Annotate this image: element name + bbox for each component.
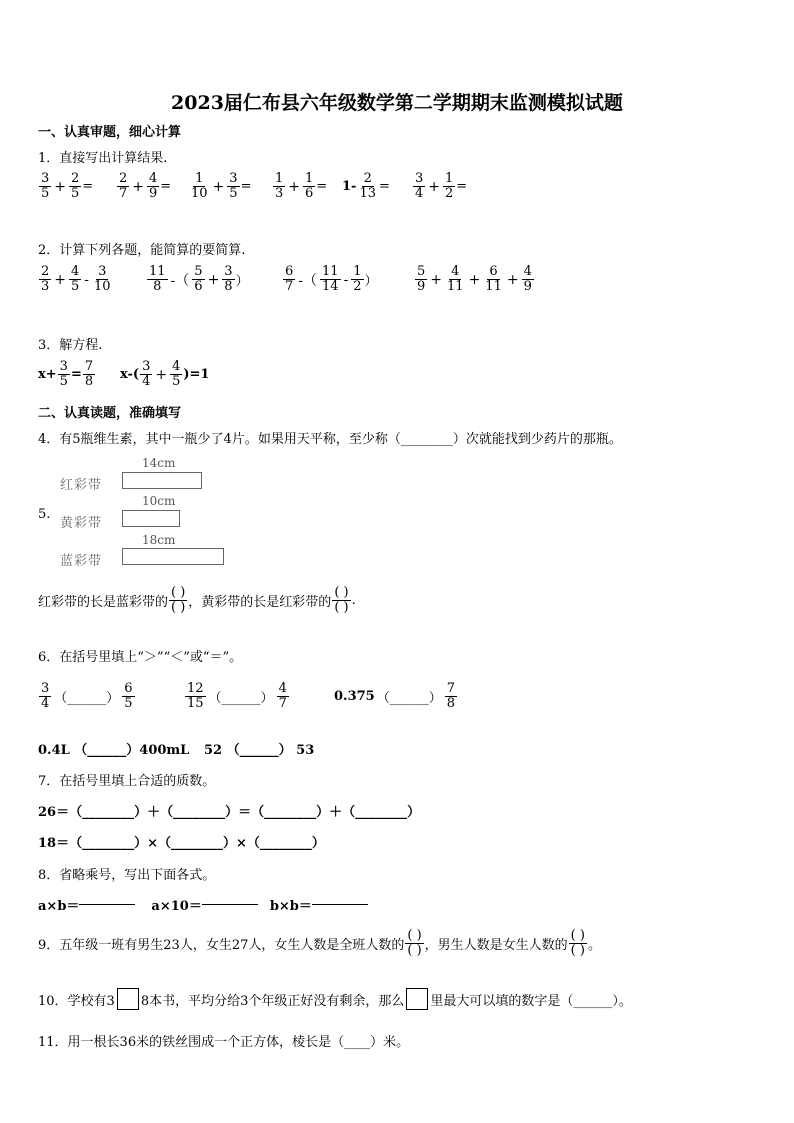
answer-blank[interactable] <box>202 904 258 905</box>
q7-line-1: 26＝（________）＋（________）＝（________）＋（________） <box>38 805 421 820</box>
answer-fraction[interactable]: $\frac{( )}{( )}$ <box>171 585 186 615</box>
q2-item: $\frac{2}{3}$ + $\frac{4}{5}$ - $\frac{3}{10}$ <box>41 264 111 294</box>
q1-expressions <box>38 172 467 201</box>
q1-item: $\frac{1}{10}$ + $\frac{3}{5}$ = <box>191 171 252 201</box>
q11-text: 11．用一根长36米的铁丝围成一个正方体，棱长是（____）米。 <box>38 1035 410 1050</box>
q3-equation: x-( $\frac{3}{4}$ + $\frac{4}{5}$ )=1 <box>120 359 210 389</box>
q10-text: 10．学校有3 8本书，平均分给3个年级正好没有剩余，那么 里最大可以填的数字是（______）。 <box>38 988 632 1010</box>
q4-text: 4．有5瓶维生素，其中一瓶少了4片。如果用天平称，至少称（________）次就能找到少药片的那瓶。 <box>38 432 622 447</box>
fraction: $\frac{3}{5}$ <box>41 171 50 201</box>
fraction: $\frac{2}{13}$ <box>359 171 376 201</box>
page-title: 2023届仁布县六年级数学第二学期期末监测模拟试题 <box>171 92 623 114</box>
q6-item: 0.375 （______） $\frac{7}{8}$ <box>334 681 456 711</box>
section-heading-1: 一、认真审题，细心计算 <box>38 125 182 140</box>
q8-label: 8．省略乘号，写出下面各式。 <box>38 868 216 883</box>
section-heading-2: 二、认真读题，准确填写 <box>38 406 182 421</box>
q6-item: $\frac{12}{15}$ （______） $\frac{4}{7}$ <box>187 681 287 711</box>
fraction: $\frac{3}{5}$ <box>229 171 238 201</box>
q2-item: $\frac{11}{8}$ -（ $\frac{5}{6}$ + $\frac{3}{8}$ ） <box>149 264 249 294</box>
fraction: $\frac{1}{6}$ <box>305 171 314 201</box>
fraction: $\frac{1}{2}$ <box>445 171 454 201</box>
q5-text: 红彩带的长是蓝彩带的 $\frac{( )}{( )}$ ，黄彩带的长是红彩带的 $\frac{( )}{( )}$ . <box>38 585 356 615</box>
ribbon-label-blue: 蓝彩带 <box>60 554 103 569</box>
digit-box[interactable] <box>117 988 139 1010</box>
compare-blank[interactable]: （______） <box>54 691 120 706</box>
fraction: $\frac{4}{9}$ <box>149 171 158 201</box>
q6-row-1 <box>38 682 458 711</box>
q9-text: 9．五年级一班有男生23人，女生27人，女生人数是全班人数的 $\frac{( )}{( )}$ ，男生人数是女生人数的 $\frac{( )}{( )}$ 。 <box>38 928 601 958</box>
q2-item: $\frac{6}{7}$ -（ $\frac{11}{14}$ - $\frac{1}{2}$ ） <box>285 264 378 294</box>
q3-label: 3．解方程. <box>38 338 103 353</box>
q6-row-2b: 52 （______） 53 <box>204 743 315 758</box>
compare-blank[interactable]: （______） <box>208 691 274 706</box>
q1-item: 1- $\frac{2}{13}$ = <box>342 171 390 201</box>
q2-item: $\frac{5}{9}$ + $\frac{4}{11}$ + $\frac{6}{11}$ + $\frac{4}{9}$ <box>417 264 532 294</box>
ribbon-length-blue: 18cm <box>142 533 176 547</box>
q2-label: 2．计算下列各题，能简算的要简算. <box>38 243 246 258</box>
digit-box[interactable] <box>406 988 428 1010</box>
q1-item: $\frac{1}{3}$ + $\frac{1}{6}$ = <box>275 171 328 201</box>
q1-item: $\frac{3}{4}$ + $\frac{1}{2}$ = <box>415 171 468 201</box>
q5-number: 5. <box>38 507 51 522</box>
q8-items: a×b＝ a×10＝ b×b＝ <box>38 895 368 914</box>
q6-row-2a: 0.4L （______）400mL <box>38 743 190 758</box>
q6-item: $\frac{3}{4}$ （______） $\frac{6}{5}$ <box>41 681 133 711</box>
q1-item: $\frac{2}{7}$ + $\frac{4}{9}$ = <box>119 171 172 201</box>
q3-equations <box>38 360 209 389</box>
q1-label: 1．直接写出计算结果. <box>38 151 168 166</box>
answer-fraction[interactable]: $\frac{( )}{( )}$ <box>334 585 349 615</box>
ribbon-length-yellow: 10cm <box>142 494 176 508</box>
compare-blank[interactable]: （______） <box>376 691 442 706</box>
fraction: $\frac{2}{5}$ <box>71 171 80 201</box>
fraction: $\frac{1}{3}$ <box>275 171 284 201</box>
q2-expressions <box>38 265 535 294</box>
q3-equation: x+ $\frac{3}{5}$ = $\frac{7}{8}$ <box>38 359 94 389</box>
ribbon-length-red: 14cm <box>142 456 176 470</box>
q6-label: 6．在括号里填上“＞”“＜”或“＝”。 <box>38 650 243 665</box>
answer-fraction[interactable]: $\frac{( )}{( )}$ <box>407 928 422 958</box>
q7-line-2: 18＝（________）×（________）×（________） <box>38 836 325 851</box>
q7-label: 7．在括号里填上合适的质数。 <box>38 774 216 789</box>
ribbon-bar-yellow <box>122 510 180 527</box>
answer-blank[interactable] <box>79 904 135 905</box>
ribbon-label-yellow: 黄彩带 <box>60 516 103 531</box>
ribbon-bar-blue <box>122 548 224 565</box>
fraction: $\frac{3}{4}$ <box>415 171 424 201</box>
ribbon-label-red: 红彩带 <box>60 478 103 493</box>
answer-blank[interactable] <box>312 904 368 905</box>
answer-fraction[interactable]: $\frac{( )}{( )}$ <box>570 928 585 958</box>
fraction: $\frac{1}{10}$ <box>191 171 208 201</box>
fraction: $\frac{2}{7}$ <box>119 171 128 201</box>
ribbon-bar-red <box>122 472 202 489</box>
q1-item: $\frac{3}{5}$ + $\frac{2}{5}$ = <box>41 171 94 201</box>
